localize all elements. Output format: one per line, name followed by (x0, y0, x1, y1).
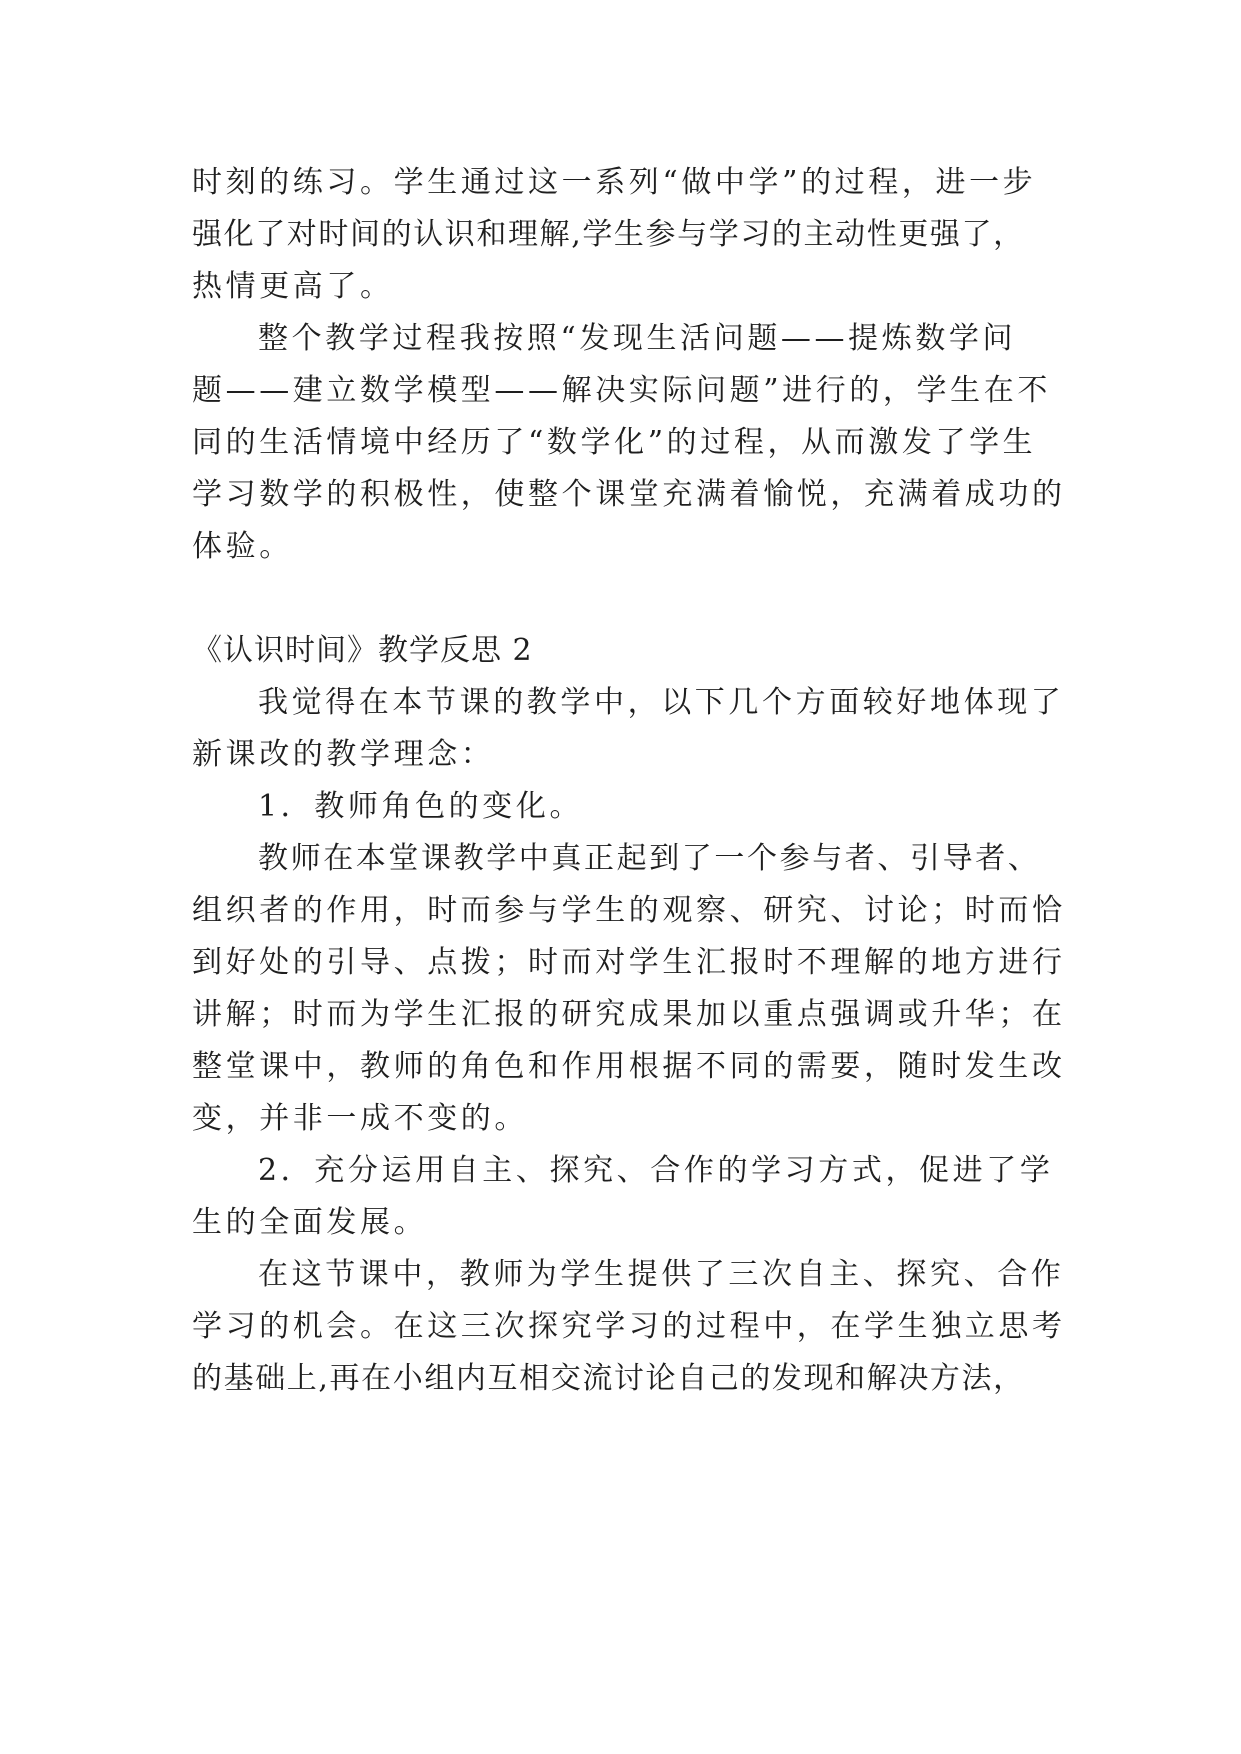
paragraph-line: 讲解；时而为学生汇报的研究成果加以重点强调或升华；在 (192, 997, 1066, 1032)
list-item-heading: 2．充分运用自主、探究、合作的学习方式，促进了学 (258, 1153, 1054, 1188)
paragraph-line: 组织者的作用，时而参与学生的观察、研究、讨论；时而恰 (192, 893, 1066, 928)
paragraph-line: 时刻的练习。学生通过这一系列“做中学”的过程，进一步 (192, 165, 1037, 200)
paragraph-line: 题——建立数学模型——解决实际问题”进行的，学生在不 (192, 373, 1051, 408)
paragraph-line: 到好处的引导、点拨；时而对学生汇报时不理解的地方进行 (192, 945, 1066, 980)
paragraph-line: 变，并非一成不变的。 (192, 1101, 528, 1136)
list-item-heading: 1．教师角色的变化。 (258, 789, 584, 824)
paragraph-line: 强化了对时间的认识和理解,学生参与学习的主动性更强了， (192, 217, 1025, 252)
paragraph-line: 的基础上,再在小组内互相交流讨论自己的发现和解决方法， (192, 1361, 1025, 1396)
paragraph-line: 生的全面发展。 (192, 1205, 428, 1240)
paragraph-line: 同的生活情境中经历了“数学化”的过程，从而激发了学生 (192, 425, 1037, 460)
paragraph-line: 新课改的教学理念： (192, 737, 495, 772)
paragraph-line: 整个教学过程我按照“发现生活问题——提炼数学问 (258, 321, 1017, 356)
paragraph-line: 在这节课中，教师为学生提供了三次自主、探究、合作 (258, 1257, 1065, 1292)
paragraph-line: 体验。 (192, 529, 293, 564)
paragraph-line: 我觉得在本节课的教学中，以下几个方面较好地体现了 (258, 685, 1065, 720)
paragraph-line: 学习数学的积极性，使整个课堂充满着愉悦，充满着成功的 (192, 477, 1066, 512)
paragraph-line: 学习的机会。在这三次探究学习的过程中，在学生独立思考 (192, 1309, 1066, 1344)
paragraph-line: 热情更高了。 (192, 269, 394, 304)
paragraph-line: 整堂课中，教师的角色和作用根据不同的需要，随时发生改 (192, 1049, 1066, 1084)
section-heading: 《认识时间》教学反思 2 (192, 633, 533, 668)
paragraph-line: 教师在本堂课教学中真正起到了一个参与者、引导者、 (258, 841, 1041, 876)
